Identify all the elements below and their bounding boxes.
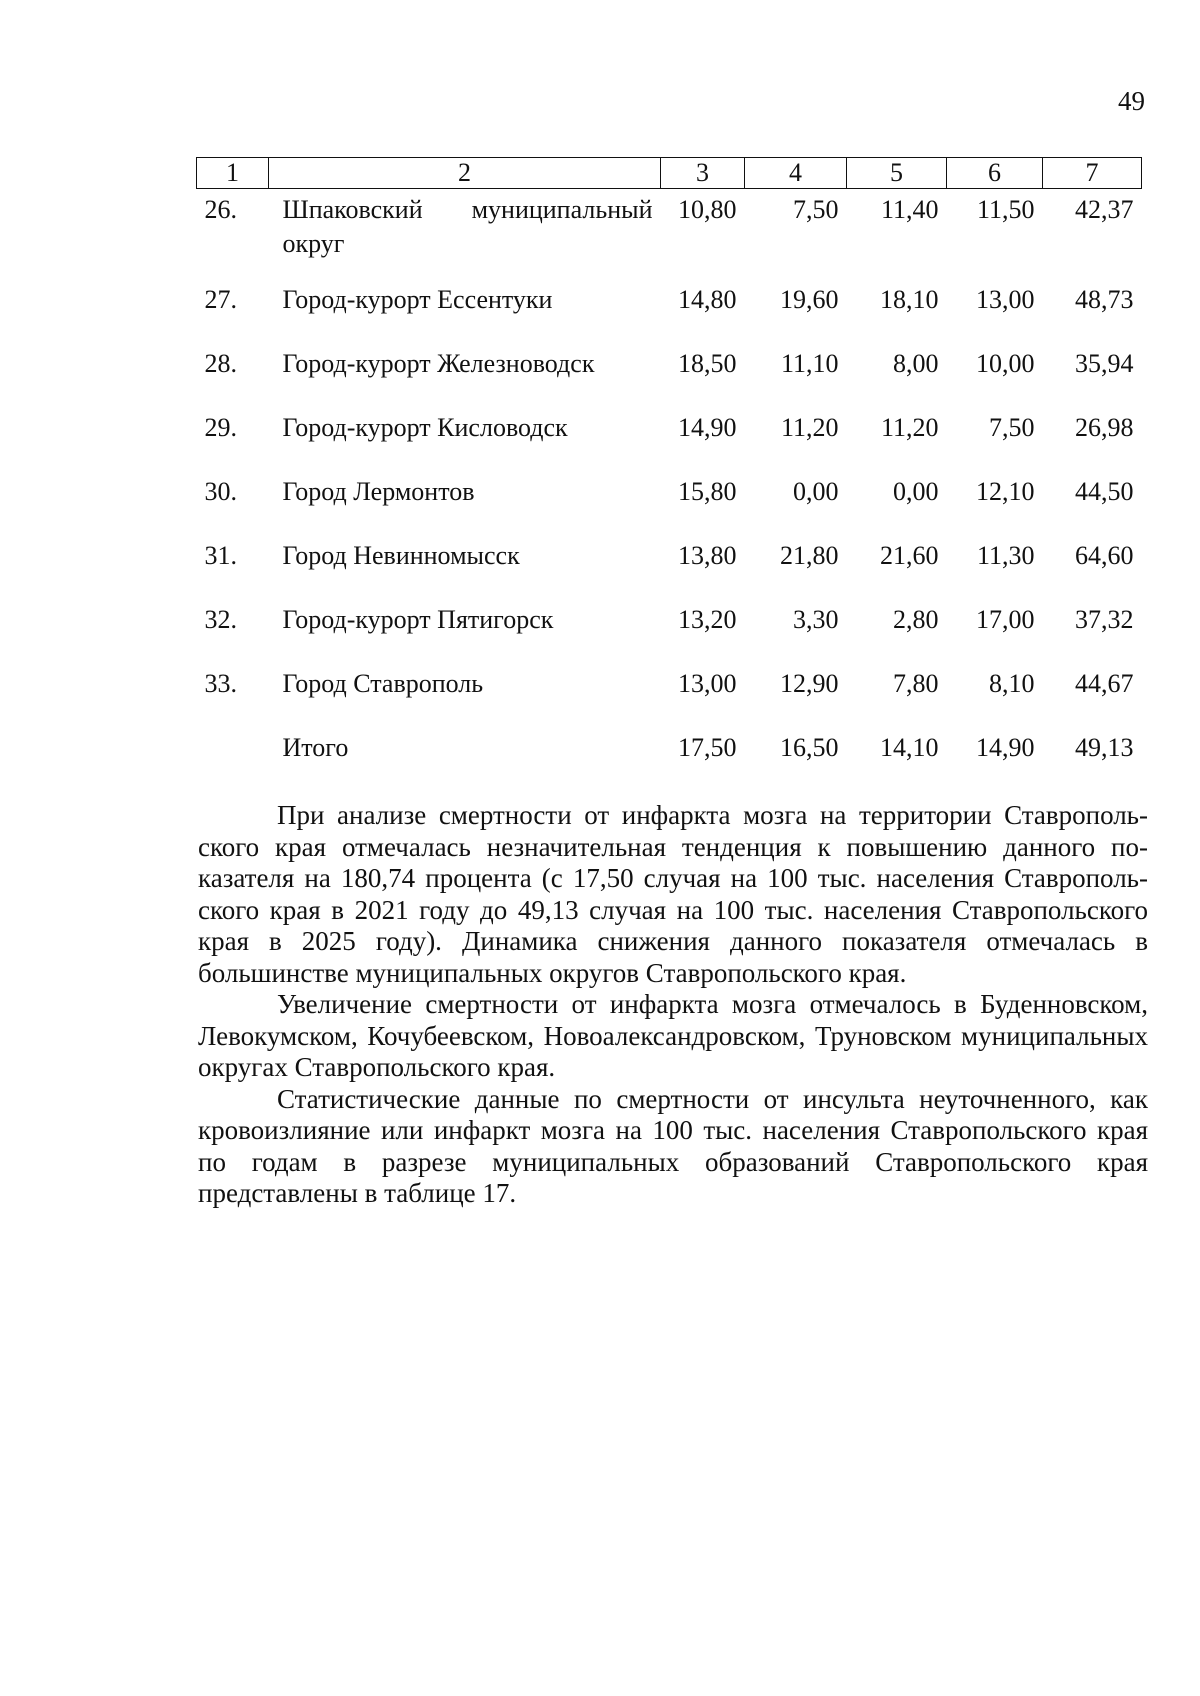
statistics-table-container	[196, 157, 1142, 795]
row-value-4: 12,90	[780, 669, 839, 698]
row-value-4: 7,50	[793, 195, 839, 224]
row-name-line2: округ	[282, 229, 345, 258]
row-number: 29.	[204, 413, 237, 442]
table-row	[197, 189, 1142, 284]
header-col-4: 4	[745, 158, 847, 189]
table-row	[197, 475, 1142, 539]
row-value-5: 7,80	[893, 669, 939, 698]
row-value-3: 13,20	[678, 605, 737, 634]
row-value-5: 21,60	[880, 541, 939, 570]
paragraph: Увеличение смертности от инфаркта мозга отмечалось в Буденновском, Левокумском, Кочубеевском, Новоалександровском, Труновском муниципальных округах Ставропольского края.	[198, 989, 1148, 1082]
row-value-3: 17,50	[678, 733, 737, 762]
row-name: Город-курорт Ессентуки	[282, 285, 553, 314]
row-name: Город Лермонтов	[282, 477, 475, 506]
row-number: 31.	[204, 541, 237, 570]
row-value-7: 49,13	[1075, 733, 1134, 762]
header-col-1: 1	[197, 158, 269, 189]
row-value-6: 10,00	[976, 349, 1035, 378]
header-col-5: 5	[847, 158, 947, 189]
table-header	[197, 158, 1142, 189]
row-number: 27.	[204, 285, 237, 314]
table-row-total	[197, 731, 1142, 795]
row-value-4: 16,50	[780, 733, 839, 762]
paragraph: Статистические данные по смертности от инсульта неуточненного, как кровоизлияние или инфаркт мозга на 100 тыс. населения Ставропольского края по годам в разрезе муниципальных образований Ставропольского края представлены в таблице 17.	[198, 1083, 1148, 1208]
row-value-6: 12,10	[976, 477, 1035, 506]
row-name: Город-курорт Кисловодск	[282, 413, 568, 442]
row-value-3: 14,80	[678, 285, 737, 314]
row-value-5: 11,20	[880, 413, 939, 442]
row-value-3: 10,80	[678, 195, 737, 224]
row-number: 33.	[204, 669, 237, 698]
row-name-line1: Шпаковский муниципальный	[282, 195, 653, 224]
row-value-6: 17,00	[976, 605, 1035, 634]
row-value-3: 15,80	[678, 477, 737, 506]
row-value-4: 3,30	[793, 605, 839, 634]
table-row	[197, 411, 1142, 475]
row-value-4: 0,00	[793, 477, 839, 506]
row-value-4: 11,20	[780, 413, 839, 442]
header-col-3: 3	[661, 158, 745, 189]
row-value-3: 18,50	[678, 349, 737, 378]
row-number	[197, 731, 269, 795]
row-name: Город-курорт Железноводск	[282, 349, 595, 378]
row-value-7: 26,98	[1075, 413, 1134, 442]
statistics-table	[196, 157, 1142, 795]
row-number: 30.	[204, 477, 237, 506]
table-row	[197, 283, 1142, 347]
row-value-6: 11,30	[976, 541, 1035, 570]
row-value-4: 19,60	[780, 285, 839, 314]
row-name: Город-курорт Пятигорск	[282, 605, 554, 634]
row-value-5: 2,80	[893, 605, 939, 634]
row-value-6: 14,90	[976, 733, 1035, 762]
table-row	[197, 603, 1142, 667]
table-header-row	[197, 158, 1142, 189]
row-value-6: 8,10	[989, 669, 1035, 698]
header-col-2: 2	[269, 158, 661, 189]
row-value-7: 44,67	[1075, 669, 1134, 698]
row-number: 32.	[204, 605, 237, 634]
row-name: Город Невинномысск	[282, 541, 520, 570]
table-row	[197, 539, 1142, 603]
row-value-4: 21,80	[780, 541, 839, 570]
paragraph: При анализе смертности от инфаркта мозга на территории Ставропольского края отмечалась незначительная тенденция к повышению данного показателя на 180,74 процента (с 17,50 случая на 100 тыс. населения Ставропольского края в 2021 году до 49,13 случая на 100 тыс. населения Ставропольского края в 2025 году). Динамика снижения данного показателя отмечалась в большинстве муниципальных округов Ставропольского края.	[198, 800, 1148, 988]
row-name	[269, 189, 661, 284]
row-value-7: 42,37	[1075, 195, 1134, 224]
row-value-7: 64,60	[1075, 541, 1134, 570]
row-value-5: 18,10	[880, 285, 939, 314]
row-value-3: 13,80	[678, 541, 737, 570]
row-value-6: 11,50	[976, 195, 1035, 224]
header-col-7: 7	[1043, 158, 1142, 189]
row-value-5: 11,40	[880, 195, 939, 224]
row-value-7: 37,32	[1075, 605, 1134, 634]
row-number: 28.	[204, 349, 237, 378]
table-body	[197, 189, 1142, 796]
row-value-4: 11,10	[780, 349, 839, 378]
row-name: Город Ставрополь	[282, 669, 484, 698]
row-value-7: 48,73	[1075, 285, 1134, 314]
body-text	[198, 800, 1148, 1210]
row-number: 26.	[204, 195, 237, 224]
row-value-5: 0,00	[893, 477, 939, 506]
row-value-6: 7,50	[989, 413, 1035, 442]
row-value-3: 14,90	[678, 413, 737, 442]
page-number: 49	[1118, 86, 1145, 116]
row-value-7: 35,94	[1075, 349, 1134, 378]
header-col-6: 6	[947, 158, 1043, 189]
row-value-6: 13,00	[976, 285, 1035, 314]
table-row	[197, 347, 1142, 411]
row-value-7: 44,50	[1075, 477, 1134, 506]
row-value-3: 13,00	[678, 669, 737, 698]
table-row	[197, 667, 1142, 731]
row-value-5: 8,00	[893, 349, 939, 378]
row-value-5: 14,10	[880, 733, 939, 762]
row-name: Итого	[282, 733, 349, 762]
